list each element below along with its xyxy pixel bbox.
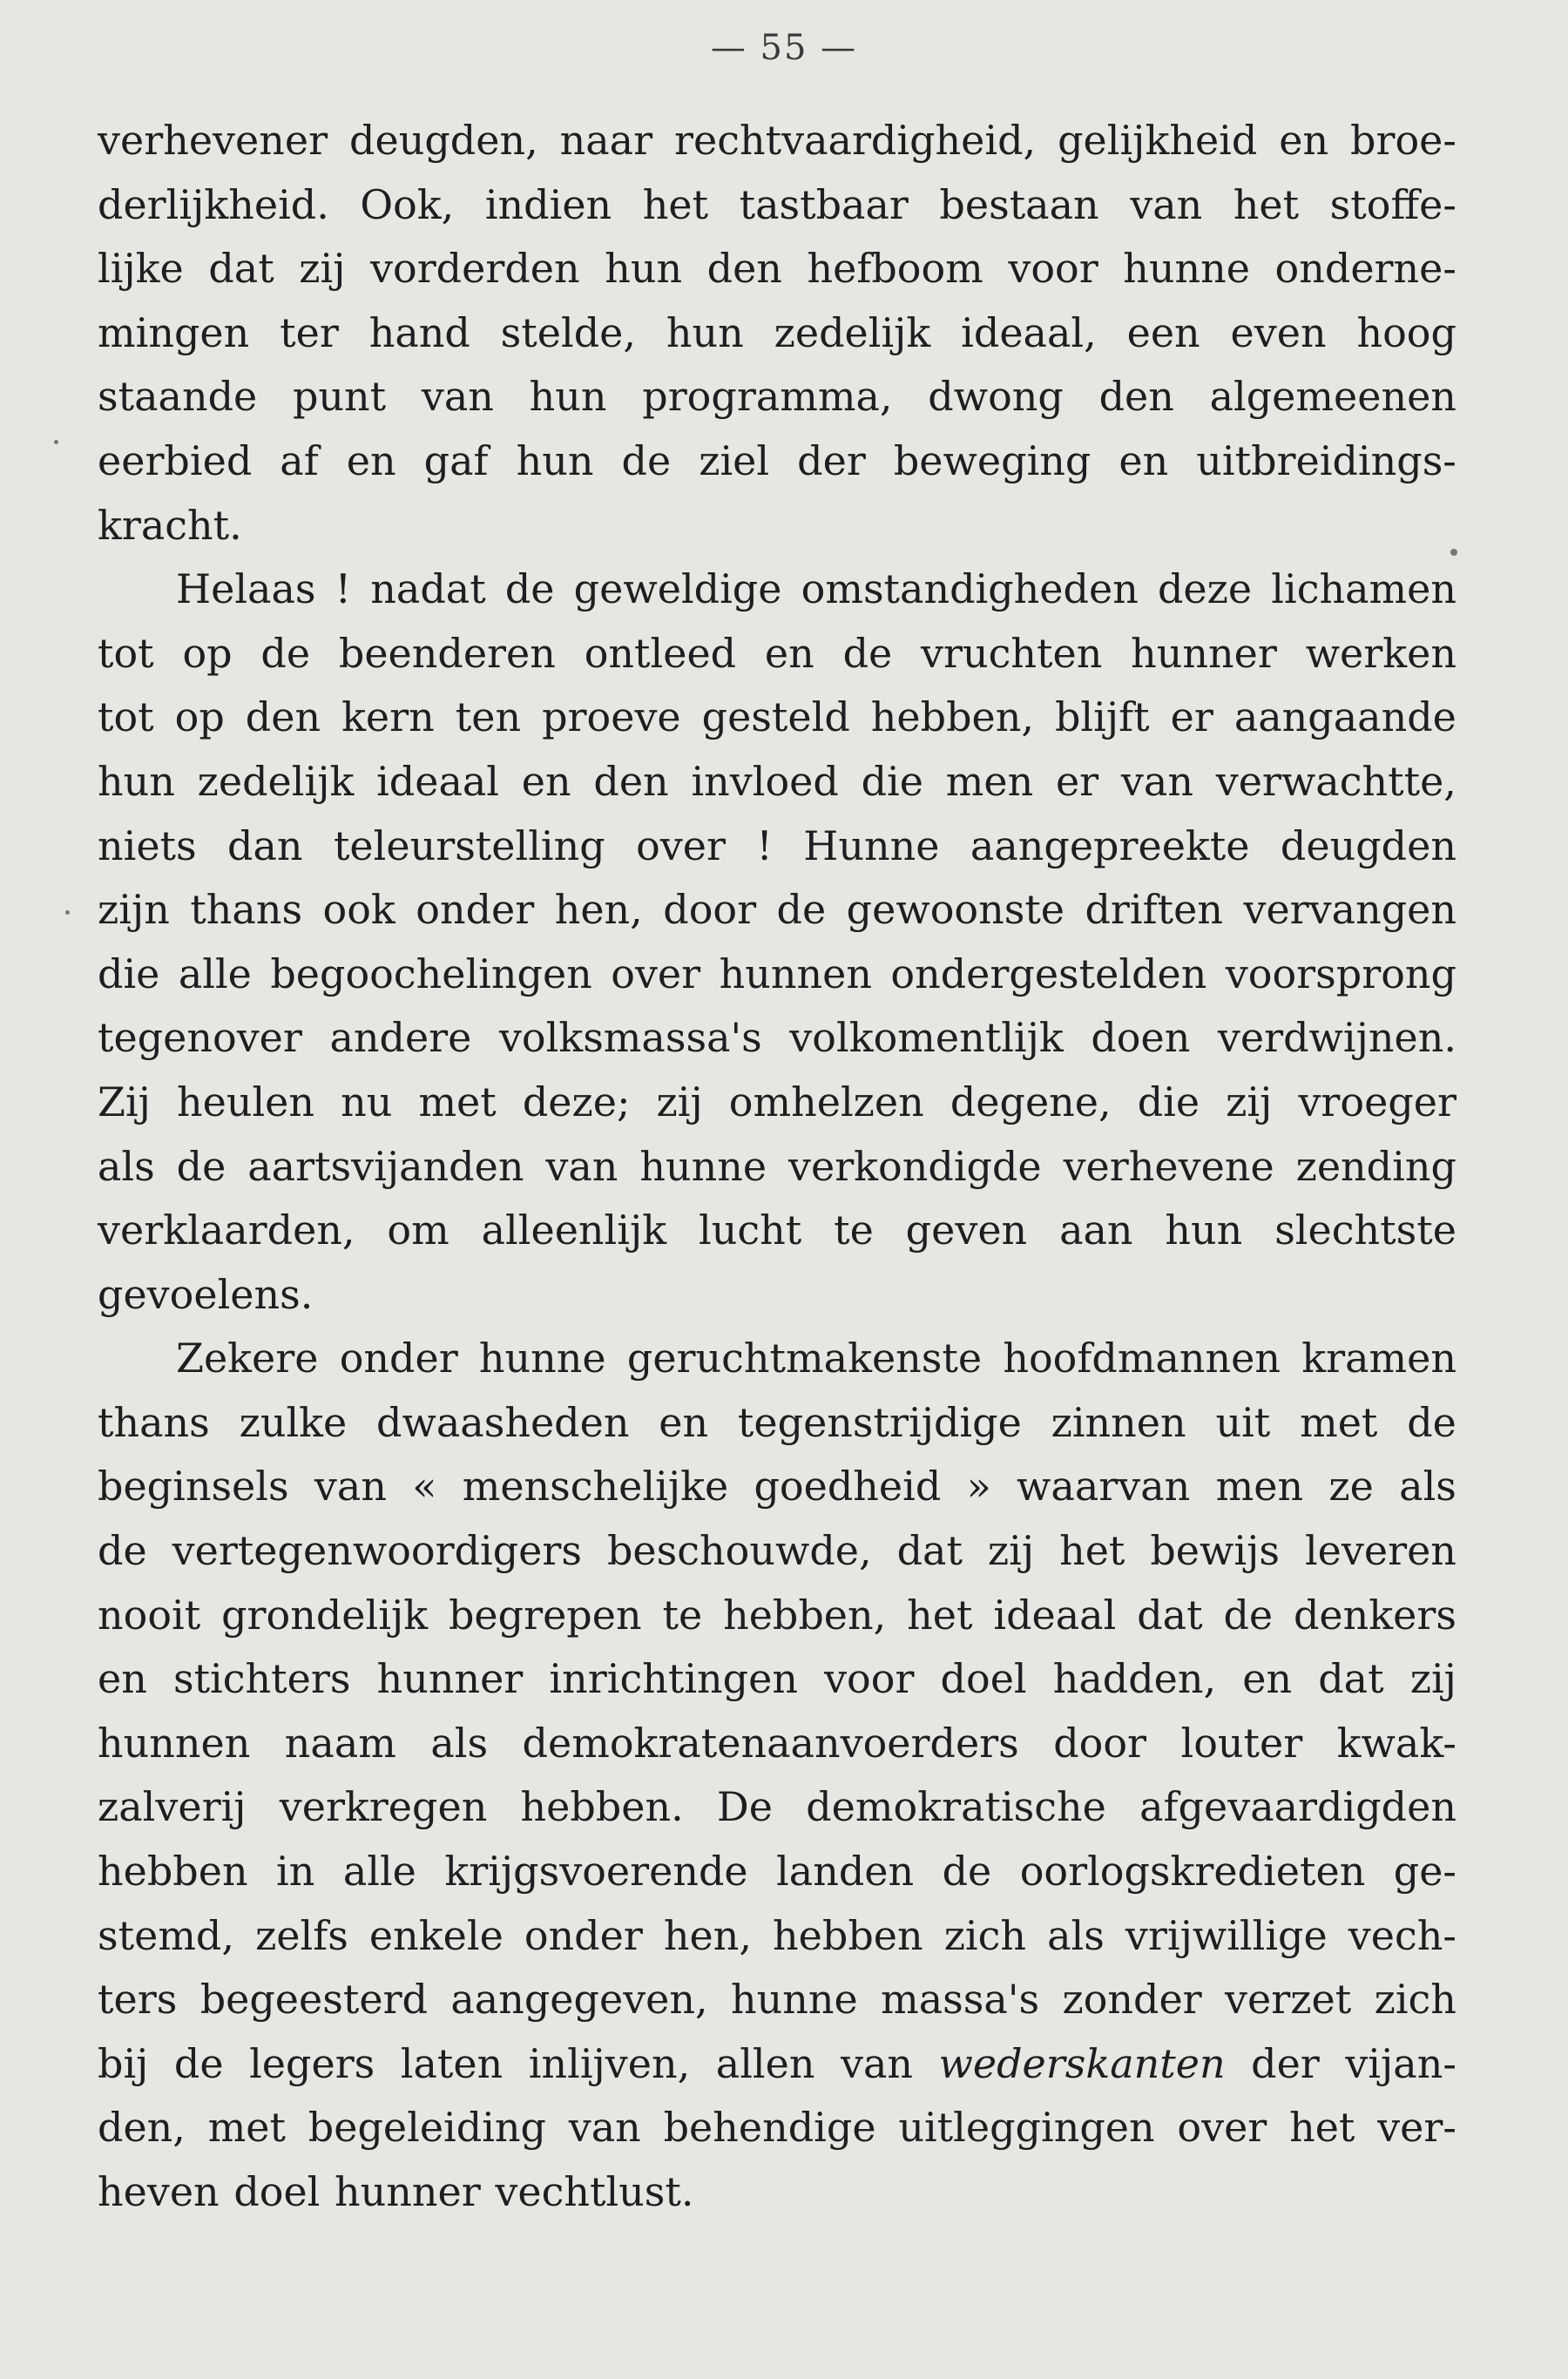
text-line: kracht. (98, 501, 242, 549)
text-line: derlijkheid. Ook, indien het tastbaar bestaan van het stoffe- (98, 180, 1456, 228)
text-line: stemd, zelfs enkele onder hen, hebben zich als vrijwillige vech- (98, 1911, 1456, 1959)
text-line: hun zedelijk ideaal en den invloed die men er van verwachtte, (98, 757, 1456, 805)
text-line: heven doel hunner vechtlust. (98, 2168, 694, 2215)
text-line: nooit grondelijk begrepen te hebben, het ideaal dat de denkers (98, 1591, 1456, 1639)
text-line: lijke dat zij vorderden hun den hefboom voor hunne onderne- (98, 245, 1456, 293)
text-line: verklaarden, om alleenlijk lucht te geven aan hun slechtste (98, 1206, 1456, 1254)
text-line: tot op de beenderen ontleed en de vruchten hunner werken (98, 629, 1456, 677)
text-line: die alle begoochelingen over hunnen ondergestelden voorsprong (98, 950, 1456, 997)
text-line: niets dan teleurstelling over ! Hunne aangepreekte deugden (98, 821, 1456, 869)
text-line: Zekere onder hunne geruchtmakenste hoofdmannen kramen (176, 1335, 1456, 1382)
text-line: beginsels van « menschelijke goedheid » waarvan men ze als (98, 1463, 1456, 1511)
text-line: en stichters hunner inrichtingen voor doel hadden, en dat zij (98, 1655, 1456, 1703)
ink-speck (1450, 549, 1457, 556)
text-line: als de aartsvijanden van hunne verkondigde verhevene zending (98, 1142, 1456, 1190)
page-number: — 55 — (710, 28, 858, 68)
text-line: thans zulke dwaasheden en tegenstrijdige zinnen uit met de (98, 1398, 1456, 1446)
text-line: bij de legers laten inlijven, allen van wederskanten der vijan- (98, 2039, 1456, 2087)
body-text (98, 109, 1456, 2225)
text-line: de vertegenwoordigers beschouwde, dat zij het bewijs leveren (98, 1527, 1456, 1575)
text-line: den, met begeleiding van behendige uitleggingen over het ver- (98, 2104, 1456, 2152)
ink-speck (65, 910, 70, 915)
text-line: mingen ter hand stelde, hun zedelijk ideaal, een even hoog (98, 308, 1456, 356)
text-line: tot op den kern ten proeve gesteld hebben, blijft er aangaande (98, 693, 1456, 741)
text-line: tegenover andere volksmassa's volkomentlijk doen verdwijnen. (98, 1014, 1456, 1062)
text-line: hebben in alle krijgsvoerende landen de oorlogskredieten ge- (98, 1848, 1456, 1896)
text-line: zalverij verkregen hebben. De demokratische afgevaardigden (98, 1783, 1456, 1831)
text-line: zijn thans ook onder hen, door de gewoonste driften vervangen (98, 886, 1456, 934)
text-line: verhevener deugden, naar rechtvaardigheid, gelijkheid en broe- (98, 117, 1456, 164)
text-line: Zij heulen nu met deze; zij omhelzen degene, die zij vroeger (98, 1078, 1456, 1125)
text-line: ters begeesterd aangegeven, hunne massa's zonder verzet zich (98, 1976, 1456, 2024)
ink-speck (54, 440, 58, 444)
text-line: Helaas ! nadat de geweldige omstandigheden deze lichamen (176, 565, 1456, 613)
text-line: staande punt van hun programma, dwong den algemeenen (98, 373, 1456, 421)
text-line: gevoelens. (98, 1270, 314, 1318)
text-line: eerbied af en gaf hun de ziel der beweging en uitbreidings- (98, 436, 1456, 484)
text-line: hunnen naam als demokratenaanvoerders door louter kwak- (98, 1719, 1456, 1767)
